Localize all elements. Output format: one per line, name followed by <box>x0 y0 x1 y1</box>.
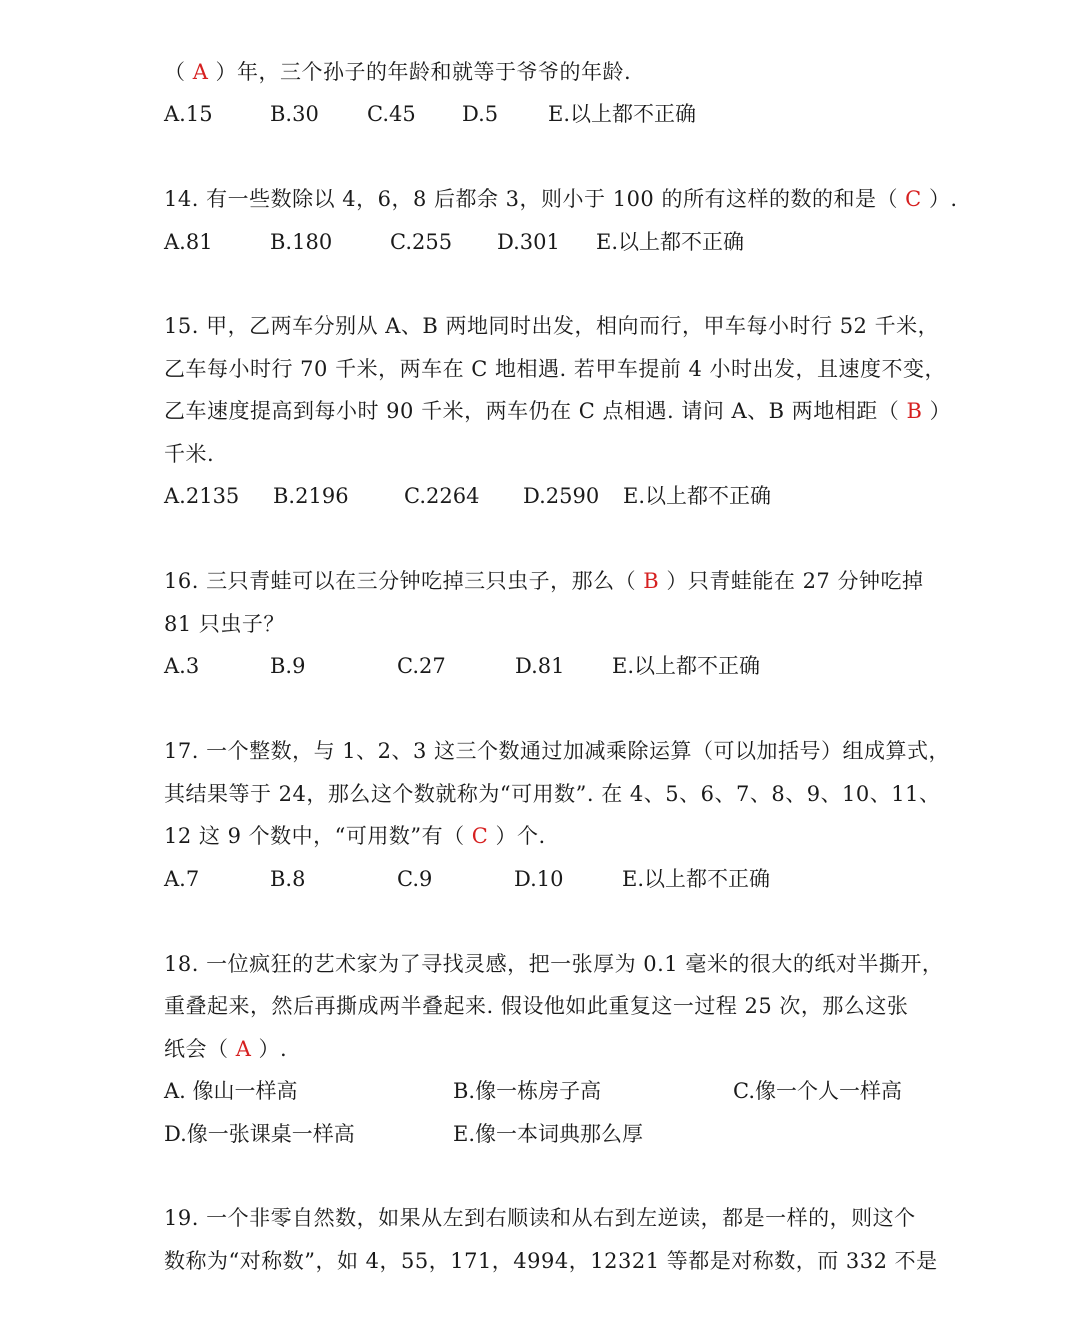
q17-line-3 <box>164 822 546 850</box>
q13-stem-prefix: （ <box>164 60 186 84</box>
q17-option-e: E.以上都不正确 <box>622 867 771 891</box>
q16-option-b: B.9 <box>270 654 306 678</box>
q17-option-a: A.7 <box>164 867 200 891</box>
q18-line-3-suffix: ）. <box>258 1037 288 1061</box>
q17-line-2: 其结果等于 24，那么这个数就称为“可用数”. 在 4、5、6、7、8、9、10、11、 <box>164 782 941 806</box>
q16-option-d: D.81 <box>515 654 565 678</box>
q18-option-a: A. 像山一样高 <box>164 1079 298 1103</box>
q18-option-b: B.像一栋房子高 <box>453 1079 602 1103</box>
q19-line-1: 19. 一个非零自然数，如果从左到右顺读和从右到左逆读，都是一样的，则这个 <box>164 1206 916 1230</box>
q15-line-3 <box>164 397 951 425</box>
q14-option-e: E.以上都不正确 <box>596 230 745 254</box>
q14-option-a: A.81 <box>164 230 213 254</box>
q15-line-3-suffix: ） <box>929 399 952 423</box>
q16-option-a: A.3 <box>164 654 200 678</box>
q17-option-c: C.9 <box>397 867 433 891</box>
q17-option-b: B.8 <box>270 867 306 891</box>
q15-line-4: 千米. <box>164 442 215 466</box>
q18-line-3-prefix: 纸会（ <box>164 1037 229 1061</box>
q13-stem <box>164 58 631 86</box>
q13-option-e: E.以上都不正确 <box>548 102 697 126</box>
q14-stem-prefix: 14. 有一些数除以 4，6，8 后都余 3，则小于 100 的所有这样的数的和是（ <box>164 187 898 211</box>
q18-answer: A <box>235 1037 252 1061</box>
q18-line-3 <box>164 1035 287 1063</box>
q17-option-d: D.10 <box>514 867 564 891</box>
q15-line-2: 乙车每小时行 70 千米，两车在 C 地相遇. 若甲车提前 4 小时出发，且速度不变， <box>164 357 947 381</box>
q13-option-d: D.5 <box>462 102 499 126</box>
q13-option-c: C.45 <box>367 102 416 126</box>
q17-answer: C <box>471 824 489 848</box>
q18-option-c: C.像一个人一样高 <box>733 1079 902 1103</box>
q16-option-e: E.以上都不正确 <box>612 654 761 678</box>
q16-answer: B <box>643 569 660 593</box>
q13-option-b: B.30 <box>270 102 319 126</box>
q14-answer: C <box>905 187 922 211</box>
q16-line-2: 81 只虫子？ <box>164 612 285 636</box>
q16-line-1-prefix: 16. 三只青蛙可以在三分钟吃掉三只虫子，那么（ <box>164 569 637 593</box>
q18-option-d: D.像一张课桌一样高 <box>164 1122 355 1146</box>
q15-option-c: C.2264 <box>404 484 480 508</box>
q13-option-a: A.15 <box>164 102 213 126</box>
q15-option-b: B.2196 <box>273 484 349 508</box>
q17-line-3-prefix: 12 这 9 个数中，“可用数”有（ <box>164 824 465 848</box>
q15-option-a: A.2135 <box>164 484 240 508</box>
q16-option-c: C.27 <box>397 654 446 678</box>
q16-line-1 <box>164 567 923 595</box>
q18-line-2: 重叠起来，然后再撕成两半叠起来. 假设他如此重复这一过程 25 次，那么这张 <box>164 994 909 1018</box>
q14-option-b: B.180 <box>270 230 333 254</box>
q14-option-d: D.301 <box>497 230 560 254</box>
q15-answer: B <box>906 399 923 423</box>
q15-option-e: E.以上都不正确 <box>623 484 772 508</box>
q13-answer: A <box>192 60 209 84</box>
q18-option-e: E.像一本词典那么厚 <box>453 1122 644 1146</box>
q18-line-1: 18. 一位疯狂的艺术家为了寻找灵感，把一张厚为 0.1 毫米的很大的纸对半撕开， <box>164 952 944 976</box>
q15-line-3-prefix: 乙车速度提高到每小时 90 千米，两车仍在 C 点相遇. 请问 A、B 两地相距（ <box>164 399 900 423</box>
q17-line-1: 17. 一个整数，与 1、2、3 这三个数通过加减乘除运算（可以加括号）组成算式， <box>164 739 951 763</box>
q15-line-1: 15. 甲，乙两车分别从 A、B 两地同时出发，相向而行，甲车每小时行 52 千米， <box>164 314 940 338</box>
q19-line-2: 数称为“对称数”，如 4，55，171，4994，12321 等都是对称数，而 332 不是 <box>164 1249 938 1273</box>
q14-stem-suffix: ）. <box>928 187 958 211</box>
q15-option-d: D.2590 <box>523 484 600 508</box>
q17-line-3-suffix: ）个. <box>495 824 546 848</box>
q14-stem <box>164 185 958 213</box>
q14-option-c: C.255 <box>390 230 453 254</box>
q13-stem-suffix: ）年，三个孙子的年龄和就等于爷爷的年龄. <box>215 60 632 84</box>
q16-line-1-suffix: ）只青蛙能在 27 分钟吃掉 <box>666 569 924 593</box>
